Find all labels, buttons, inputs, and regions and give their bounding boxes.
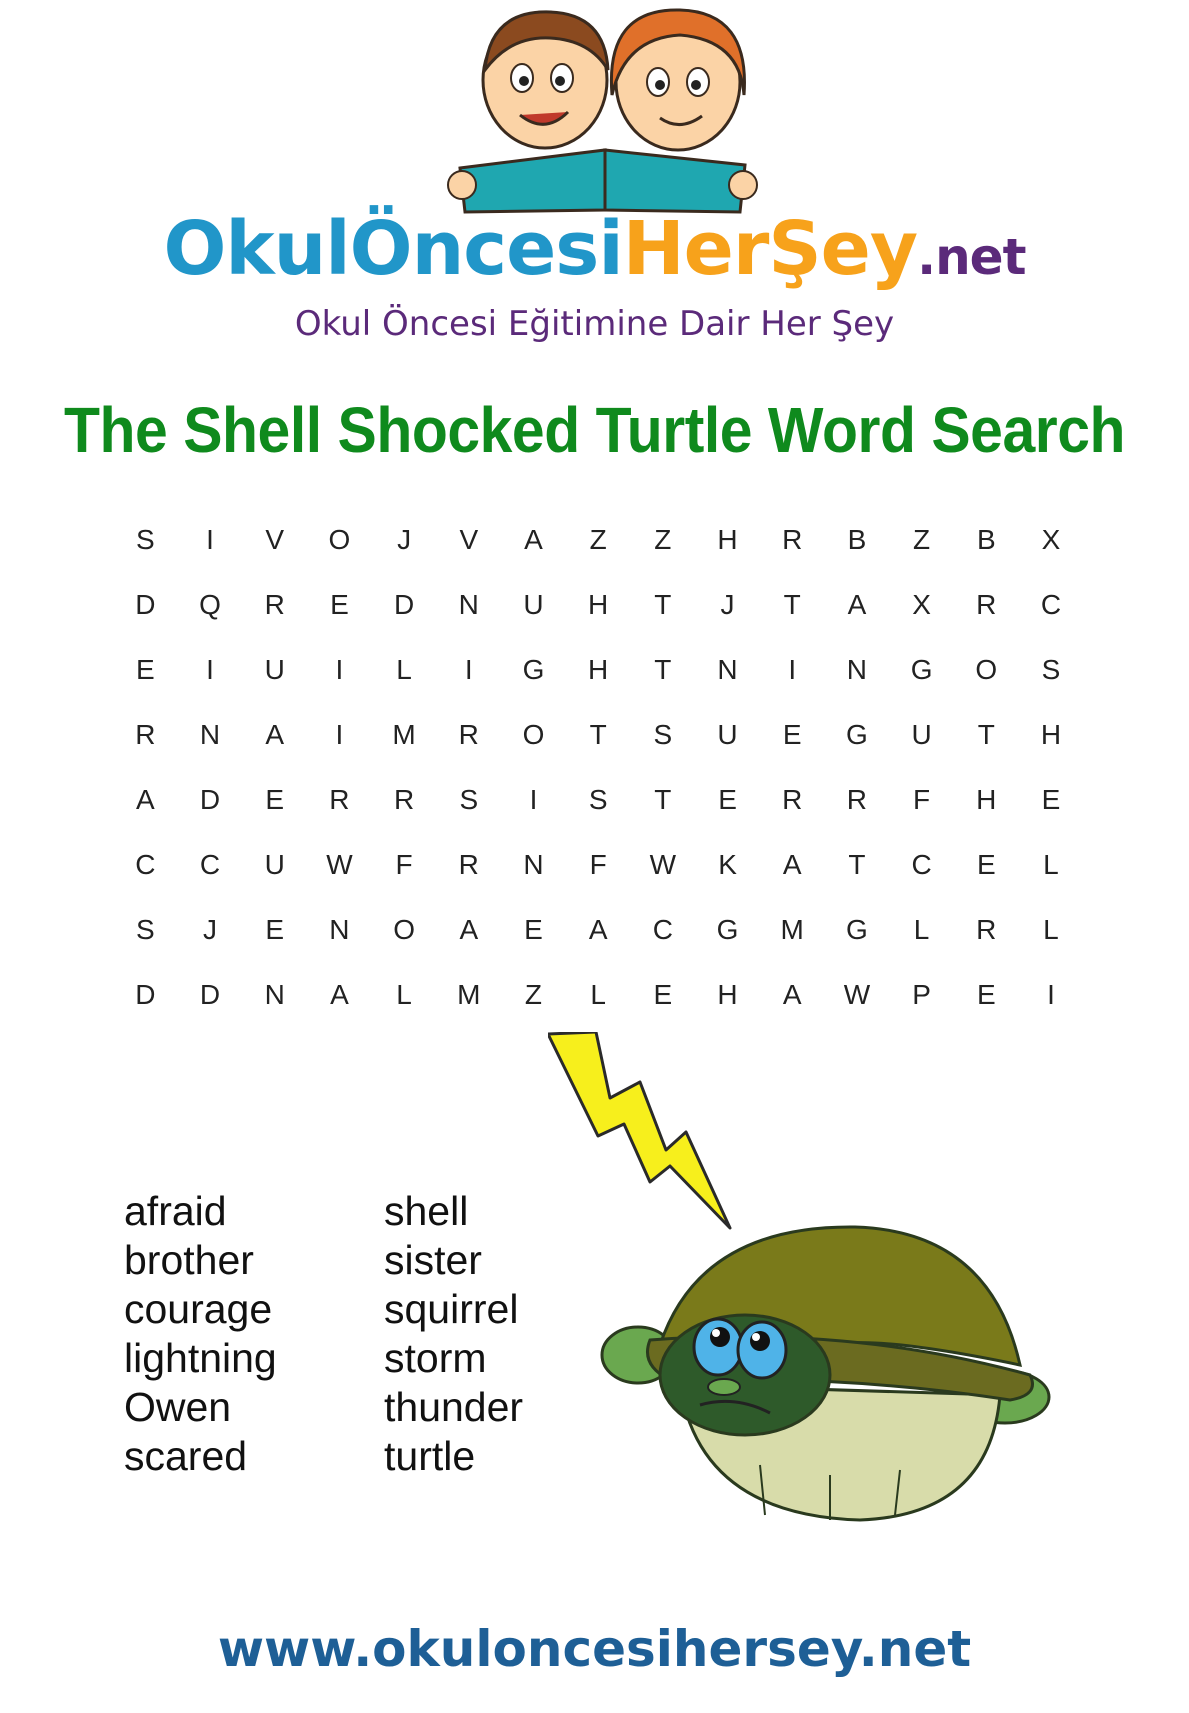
page-title: The Shell Shocked Turtle Word Search xyxy=(64,394,1125,466)
grid-letter: S xyxy=(588,784,608,815)
grid-letter: E xyxy=(976,979,996,1010)
grid-letter: T xyxy=(589,719,607,750)
word-list-item: scared xyxy=(124,1433,248,1479)
lightning-bolt-icon xyxy=(548,1032,738,1232)
grid-letter: L xyxy=(1043,849,1059,880)
grid-letter: N xyxy=(199,719,221,750)
word-list-item: courage xyxy=(124,1286,273,1332)
word-list-column-1 xyxy=(124,1187,277,1481)
word-list-item: storm xyxy=(384,1335,487,1381)
grid-letter: E xyxy=(330,589,349,620)
grid-letter: N xyxy=(523,849,544,880)
grid-letter: E xyxy=(1041,784,1061,815)
grid-letter: Z xyxy=(589,524,607,555)
grid-letter: L xyxy=(396,979,412,1010)
grid-letter: E xyxy=(524,914,543,945)
grid-letter: T xyxy=(977,719,995,750)
grid-letter: S xyxy=(136,914,155,945)
grid-letter: K xyxy=(718,849,737,880)
grid-letter: I xyxy=(788,654,797,685)
logo-tagline: Okul Öncesi Eğitimine Dair Her Şey xyxy=(294,304,895,344)
grid-letter: U xyxy=(264,654,285,685)
grid-letter: J xyxy=(203,914,218,945)
footer-website-link[interactable]: www.okuloncesihersey.net xyxy=(217,1620,972,1678)
grid-letter: H xyxy=(717,524,738,555)
grid-letter: H xyxy=(976,784,997,815)
grid-letter: C xyxy=(911,849,932,880)
grid-letter: I xyxy=(335,654,344,685)
grid-letter: L xyxy=(396,654,412,685)
grid-letter: H xyxy=(588,589,609,620)
logo-part-hersey: HerŞey xyxy=(622,206,918,292)
grid-letter: V xyxy=(265,524,285,555)
grid-letter: R xyxy=(329,784,350,815)
word-list-item: thunder xyxy=(384,1384,524,1430)
grid-letter: A xyxy=(588,914,608,945)
grid-letter: A xyxy=(136,784,155,815)
grid-letter: R xyxy=(393,784,415,815)
grid-letter: E xyxy=(136,654,155,685)
grid-letter: C xyxy=(1040,589,1062,620)
grid-letter: B xyxy=(847,524,867,555)
grid-letter: R xyxy=(976,589,997,620)
logo-part-okuloncesi: OkulÖncesi xyxy=(163,206,623,292)
grid-letter: I xyxy=(206,654,214,685)
grid-letter: I xyxy=(206,524,214,555)
grid-letter: N xyxy=(329,914,350,945)
grid-letter: Z xyxy=(913,524,931,555)
scared-turtle-icon xyxy=(600,1225,1100,1525)
grid-letter: C xyxy=(652,914,673,945)
grid-letter: W xyxy=(649,849,677,880)
grid-letter: S xyxy=(1041,654,1061,685)
grid-letter: F xyxy=(589,849,607,880)
grid-letter: I xyxy=(464,654,473,685)
grid-letter: C xyxy=(135,849,156,880)
word-list-item: sister xyxy=(384,1237,482,1283)
grid-letter: R xyxy=(976,914,997,945)
grid-letter: O xyxy=(975,654,998,685)
grid-letter: D xyxy=(135,979,156,1010)
grid-letter: S xyxy=(653,719,673,750)
grid-letter: N xyxy=(264,979,285,1010)
grid-letter: R xyxy=(458,849,479,880)
grid-letter: E xyxy=(653,979,673,1010)
grid-letter: J xyxy=(397,524,412,555)
grid-letter: M xyxy=(780,914,804,945)
grid-letter: V xyxy=(459,524,479,555)
grid-letter: C xyxy=(199,849,221,880)
grid-letter: G xyxy=(846,914,868,945)
grid-letter: D xyxy=(199,784,221,815)
grid-letter: R xyxy=(782,524,803,555)
grid-letter: G xyxy=(910,654,933,685)
grid-letter: U xyxy=(523,589,544,620)
word-list-item: brother xyxy=(124,1237,254,1283)
grid-letter: R xyxy=(782,784,803,815)
grid-letter: T xyxy=(654,654,672,685)
grid-letter: N xyxy=(846,654,868,685)
word-list-item: afraid xyxy=(124,1188,227,1234)
grid-letter: E xyxy=(718,784,737,815)
grid-letter: O xyxy=(393,914,415,945)
grid-letter: D xyxy=(199,979,221,1010)
grid-letter: A xyxy=(782,849,802,880)
grid-letter: G xyxy=(846,719,868,750)
word-list-item: lightning xyxy=(124,1335,277,1381)
word-list-item: turtle xyxy=(384,1433,476,1479)
grid-letter: A xyxy=(847,589,867,620)
grid-letter: Q xyxy=(199,589,221,620)
grid-letter: A xyxy=(265,719,285,750)
grid-letter: I xyxy=(529,784,538,815)
grid-letter: E xyxy=(265,914,285,945)
grid-letter: X xyxy=(1041,524,1061,555)
logo-part-net: .net xyxy=(917,228,1026,286)
grid-letter: W xyxy=(843,979,871,1010)
grid-letter: E xyxy=(782,719,802,750)
grid-letter: E xyxy=(976,849,996,880)
grid-letter: B xyxy=(976,524,996,555)
kids-reading-book-icon xyxy=(440,0,770,215)
word-list-item: Owen xyxy=(124,1384,232,1430)
grid-letter: F xyxy=(913,784,931,815)
grid-letter: X xyxy=(912,589,931,620)
grid-letter: T xyxy=(654,589,672,620)
grid-letter: R xyxy=(846,784,868,815)
grid-letter: Z xyxy=(654,524,672,555)
word-search-grid xyxy=(113,520,1083,1040)
grid-letter: Z xyxy=(524,979,543,1010)
grid-letter: G xyxy=(522,654,545,685)
grid-letter: I xyxy=(1047,979,1055,1010)
grid-letter: T xyxy=(783,589,801,620)
grid-letter: J xyxy=(720,589,735,620)
grid-letter: T xyxy=(848,849,866,880)
word-list-item: shell xyxy=(384,1188,469,1234)
grid-letter: S xyxy=(459,784,479,815)
grid-letter: H xyxy=(1040,719,1062,750)
grid-letter: L xyxy=(913,914,930,945)
grid-letter: R xyxy=(264,589,285,620)
grid-letter: I xyxy=(335,719,344,750)
grid-letter: O xyxy=(328,524,351,555)
grid-letter: N xyxy=(717,654,738,685)
grid-letter: D xyxy=(393,589,415,620)
grid-letter: H xyxy=(588,654,609,685)
grid-letter: G xyxy=(716,914,739,945)
grid-letter: L xyxy=(1043,914,1059,945)
grid-letter: R xyxy=(458,719,479,750)
grid-letter: T xyxy=(654,784,672,815)
site-logo xyxy=(0,206,1189,292)
word-list-item: squirrel xyxy=(384,1286,519,1332)
grid-letter: P xyxy=(912,979,931,1010)
grid-letter: R xyxy=(135,719,156,750)
word-list-column-2 xyxy=(384,1187,523,1481)
grid-letter: F xyxy=(395,849,413,880)
grid-letter: A xyxy=(524,524,543,555)
grid-letter: D xyxy=(135,589,156,620)
grid-letter: O xyxy=(522,719,545,750)
grid-letter: W xyxy=(326,849,353,880)
grid-letter: H xyxy=(717,979,738,1010)
grid-letter: M xyxy=(457,979,481,1010)
grid-letter: M xyxy=(392,719,416,750)
grid-letter: U xyxy=(911,719,932,750)
grid-letter: E xyxy=(265,784,285,815)
grid-letter: A xyxy=(459,914,479,945)
grid-letter: N xyxy=(458,589,479,620)
grid-letter: S xyxy=(136,524,155,555)
grid-letter: A xyxy=(782,979,802,1010)
grid-letter: U xyxy=(264,849,285,880)
grid-letter: A xyxy=(330,979,349,1010)
grid-letter: U xyxy=(717,719,738,750)
grid-letter: L xyxy=(590,979,606,1010)
